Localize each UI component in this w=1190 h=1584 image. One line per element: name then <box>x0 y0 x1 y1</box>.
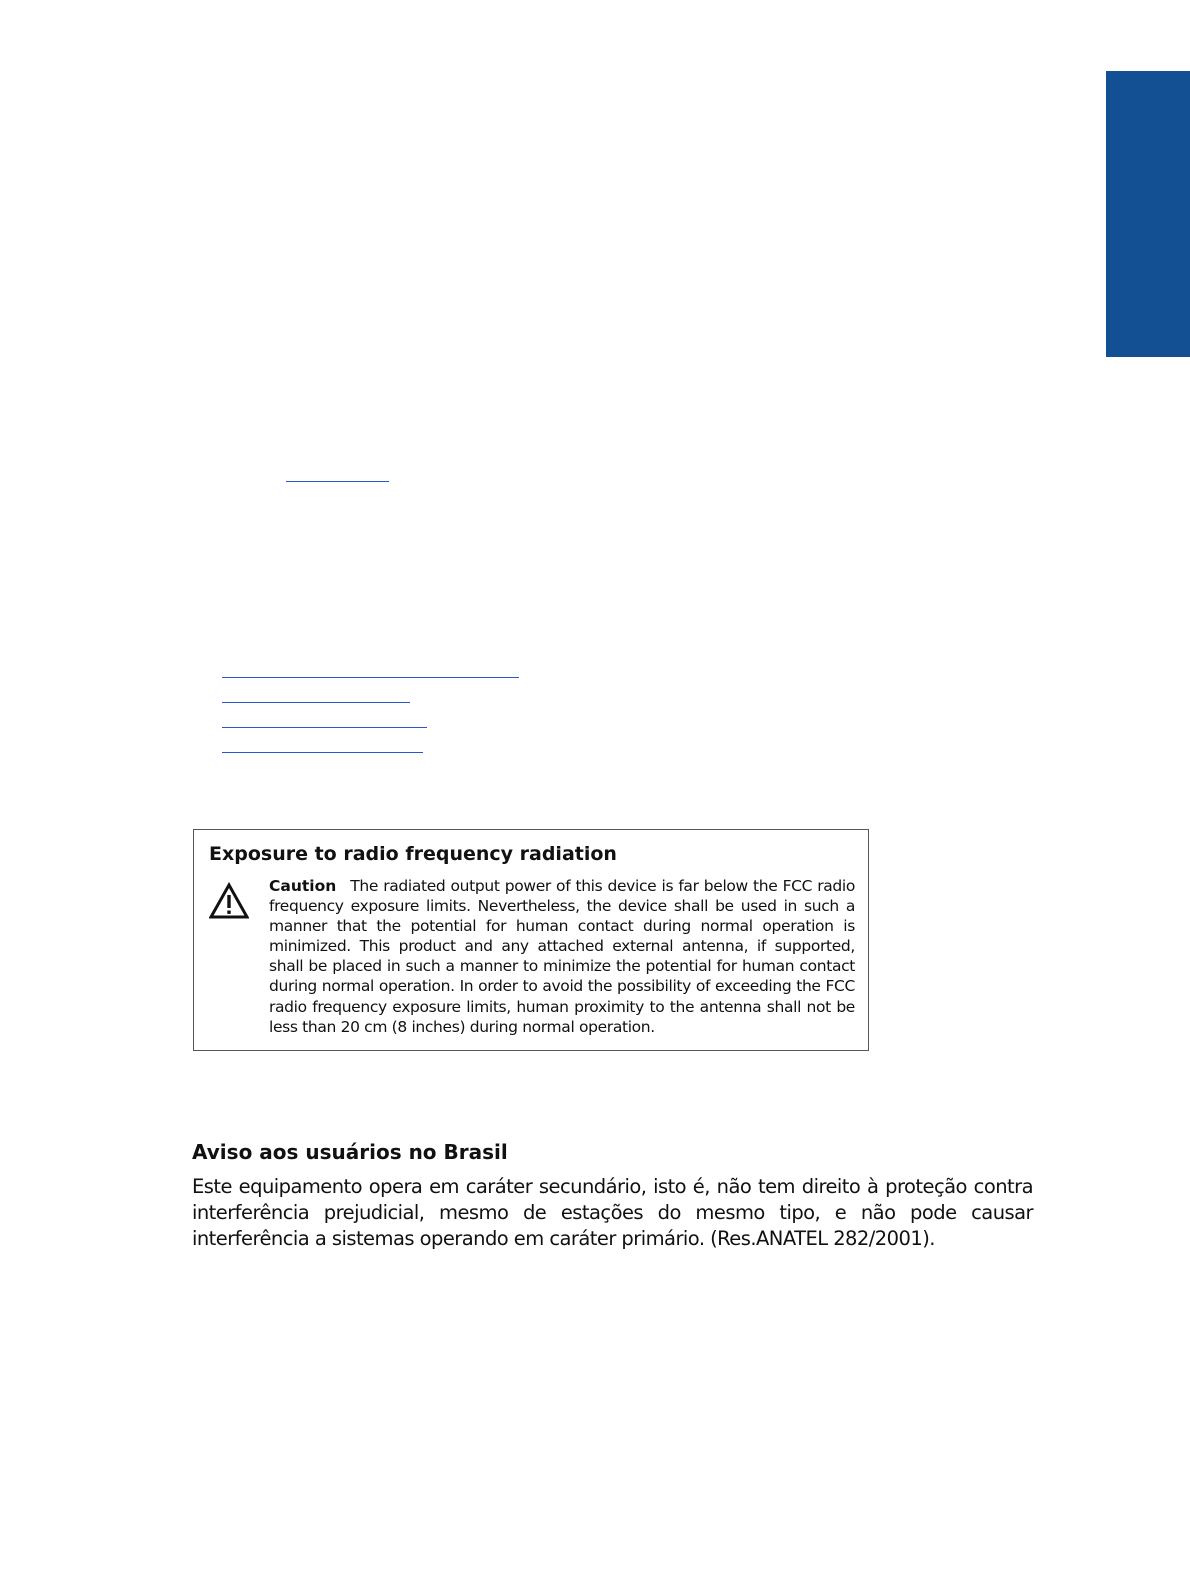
rf-exposure-notice <box>193 829 869 1051</box>
link-underline-3[interactable] <box>222 727 427 728</box>
warning-triangle-icon <box>209 882 249 920</box>
link-underline-4[interactable] <box>222 752 423 753</box>
link-underline[interactable] <box>286 481 389 482</box>
chapter-side-tab <box>1106 71 1190 357</box>
caution-text: The radiated output power of this device is far below the FCC radio frequency exposure limits. Nevertheless, the device shall be used in such a manner that the potential for human contact during normal operation is minimized. This product and any attached external antenna, if supported, shall be placed in such a manner to minimize the potential for human contact during normal operation. In order to avoid the possibility of exceeding the FCC radio frequency exposure limits, human proximity to the antenna shall not be less than 20 cm (8 inches) during normal operation. <box>269 877 855 1036</box>
link-underline-2[interactable] <box>222 702 410 703</box>
brazil-notice-text: Este equipamento opera em caráter secundário, isto é, não tem direito à proteção contra interferência prejudicial, mesmo de estações do mesmo tipo, e não pode causar interferência a sistemas operando em caráter primário. (Res.ANATEL 282/2001). <box>192 1175 1033 1250</box>
rf-exposure-title: Exposure to radio frequency radiation <box>209 843 617 865</box>
rf-exposure-text <box>269 876 855 1037</box>
brazil-notice-heading: Aviso aos usuários no Brasil <box>192 1140 508 1164</box>
caution-label: Caution <box>269 877 337 895</box>
link-underline-1[interactable] <box>222 677 519 678</box>
